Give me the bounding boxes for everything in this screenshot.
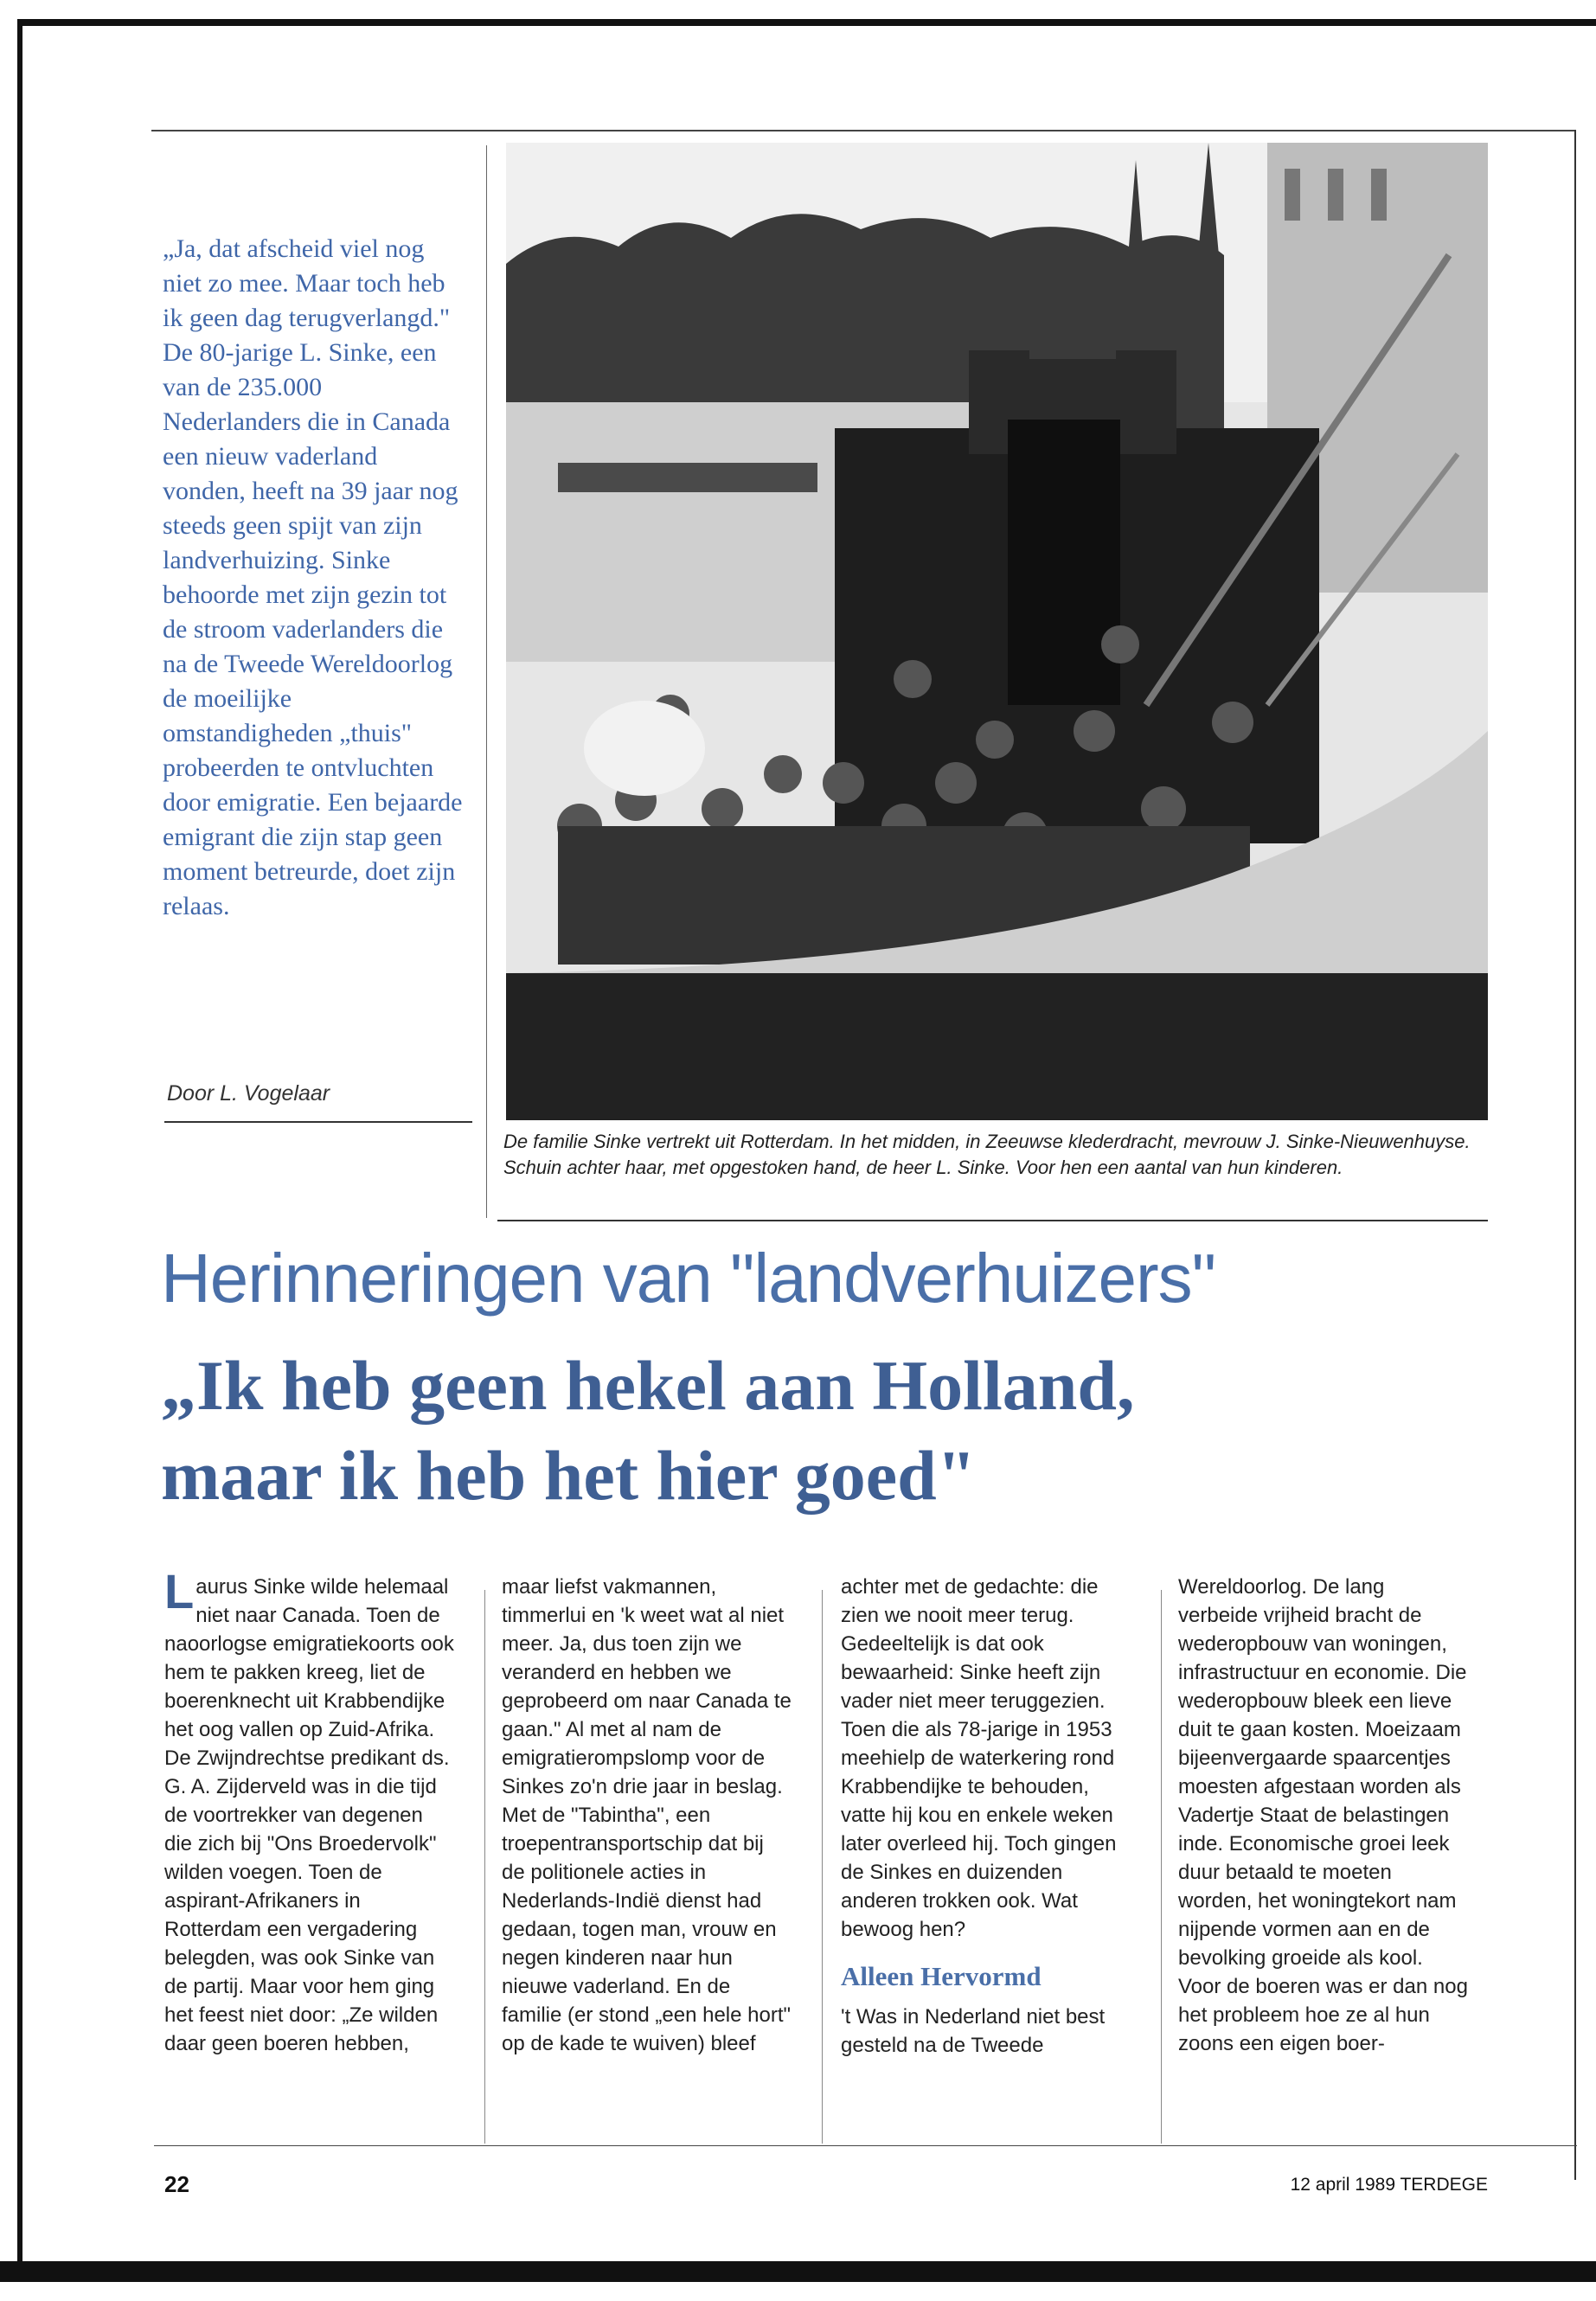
- footer-rule: [154, 2145, 1577, 2146]
- body-column-1: [164, 1573, 454, 2148]
- byline: Door L. Vogelaar: [167, 1081, 330, 1106]
- body-column-4: [1178, 1573, 1468, 2148]
- headline: [161, 1341, 1545, 1521]
- photo-illustration: [506, 143, 1488, 1120]
- body-column-1-text: aurus Sinke wilde helemaal niet naar Canada. Toen de naoorlogse emigratiekoorts ook hem te pakken kreeg, liet de boerenknecht uit Krabbendijke het oog vallen op Zuid-Afrika. De Zwijndrechtse predikant ds. G. A. Zijderveld was in die tijd de voortrekker van degenen die zich bij "Ons Broedervolk" wilden voegen. Toen de aspirant-Afrikaners in Rotterdam een vergadering belegden, was ook Sinke van de partij. Maar voor hem ging het feest niet door: „Ze wilden daar geen boeren hebben,: [164, 1575, 454, 2055]
- headline-line-2: maar ik heb het hier goed": [161, 1436, 977, 1515]
- page-border-top: [17, 19, 1596, 26]
- body-column-2: [502, 1573, 792, 2148]
- caption-rule: [497, 1220, 1488, 1221]
- family-ship-photo: [506, 143, 1488, 1120]
- column-divider: [822, 1590, 823, 2144]
- intro-text: „Ja, dat afscheid viel nog niet zo mee. Maar toch heb ik geen dag terugverlangd." De 80-jarige L. Sinke, een van de 235.000 Nederlanders die in Canada een nieuw vaderland vonden, heeft na 39 jaar nog steeds geen spijt van zijn landverhuizing. Sinke behoorde met zijn gezin tot de stroom vaderlanders die na de Tweede Wereldoorlog de moeilijke omstandigheden „thuis" probeerden te ontvluchten door emigratie. Een bejaarde emigrant die zijn stap geen moment betreurde, doet zijn relaas.: [163, 234, 463, 920]
- byline-rule: [164, 1121, 472, 1123]
- page-edge-rule: [1574, 130, 1576, 2180]
- body-column-3: [841, 1573, 1131, 2148]
- body-column-3-continued: 't Was in Nederland niet best gesteld na de Tweede: [841, 2005, 1106, 2057]
- body-column-3-text: achter met de gedachte: die zien we nooit meer terug. Gedeeltelijk is dat ook bewaarheid: Sinke heeft zijn vader niet meer teruggezien. Toen die als 78-jarige in 1953 meehielp de waterkering rond Krabbendijke te behouden, vatte hij kou en enkele weken later overleed hij. Toch gingen de Sinkes en duizenden anderen trokken ook. Wat bewoog hen?: [841, 1575, 1117, 1941]
- page-number: 22: [164, 2171, 189, 2197]
- page-border-left: [17, 19, 22, 2268]
- kicker: Herinneringen van "landverhuizers": [161, 1240, 1216, 1317]
- column-divider: [1161, 1590, 1162, 2144]
- drop-cap: L: [164, 1573, 195, 1618]
- headline-line-1: „Ik heb geen hekel aan Holland,: [161, 1346, 1135, 1425]
- folio: 12 april 1989 TERDEGE: [1290, 2175, 1488, 2195]
- intro-divider: [486, 145, 487, 1218]
- photo-caption: De familie Sinke vertrekt uit Rotterdam. In het midden, in Zeeuwse klederdracht, mevrouw J. Sinke-Nieuwenhuyse. Schuin achter haar, met opgestoken hand, de heer L. Sinke. Voor hen een aantal van hun kinderen.: [503, 1131, 1471, 1178]
- column-divider: [484, 1590, 485, 2144]
- body-column-4-text: Wereldoorlog. De lang verbeide vrijheid bracht de wederopbouw van woningen, infrastructuur en economie. Die wederopbouw bleek een lieve duit te gaan kosten. Moeizaam bijeenvergaarde spaarcentjes moesten afgestaan worden als Vadertje Staat de belastingen inde. Economische groei leek duur betaald te moeten worden, het woningtekort nam nijpende vormen aan en de bevolking groeide als kool. Voor de boeren was er dan nog het probleem hoe ze al hun zoons een eigen boer-: [1178, 1575, 1468, 2055]
- subhead: Alleen Hervormd: [841, 1961, 1042, 1991]
- body-column-2-text: maar liefst vakmannen, timmerlui en 'k weet wat al niet meer. Ja, dus toen zijn we veranderd en hebben we geprobeerd om naar Canada te gaan." Al met al nam de emigratierompslomp voor de Sinkes zo'n drie jaar in beslag. Met de "Tabintha", een troepentransportschip dat bij de politionele acties in Nederlands-Indië dienst had gedaan, togen man, vrouw en negen kinderen naar hun nieuwe vaderland. En de familie (er stond „een hele hort" op de kade te wuiven) bleef: [502, 1575, 792, 2055]
- page-border-bottom: [0, 2261, 1596, 2282]
- top-rule: [151, 130, 1574, 131]
